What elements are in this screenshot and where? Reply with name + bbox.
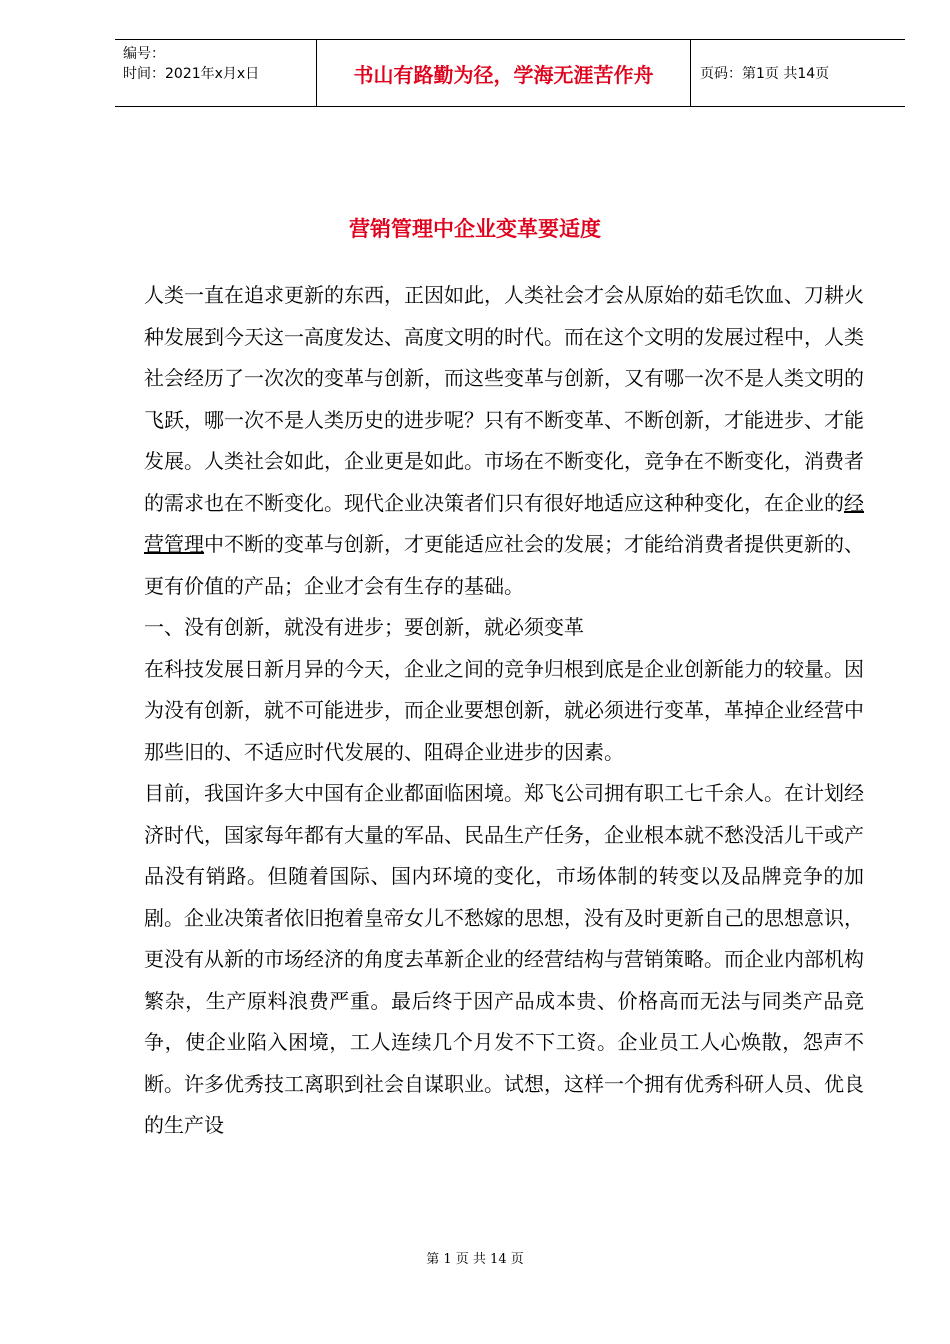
header-meta-cell [115, 40, 317, 106]
paragraph-intro [144, 275, 864, 607]
number-label: 编号： [123, 46, 165, 62]
paragraph-intro-part1: 人类一直在追求更新的东西，正因如此，人类社会才会从原始的茹毛饮血、刀耕火种发展到今天这一高度发达、高度文明的时代。而在这个文明的发展过程中，人类社会经历了一次次的变革与创新，而这些变革与创新，又有哪一次不是人类文明的飞跃，哪一次不是人类历史的进步呢？只有不断变革、不断创新，才能进步、才能发展。人类社会如此，企业更是如此。市场在不断变化，竞争在不断变化，消费者的需求也在不断变化。现代企业决策者们只有很好地适应这种种变化，在企业的 [144, 283, 864, 515]
document-header [115, 39, 905, 107]
section-heading-1: 一、没有创新，就没有进步；要创新，就必须变革 [144, 615, 584, 639]
paragraph-intro-part2: 中不断的变革与创新，才更能适应社会的发展；才能给消费者提供更新的、更有价值的产品；企业才会有生存的基础。 [144, 532, 864, 598]
business-management-link[interactable]: 经营管理 [144, 490, 864, 556]
page-footer: 第 1 页 共 14 页 [426, 1252, 524, 1267]
header-slogan: 书山有路勤为径，学海无涯苦作舟 [317, 40, 691, 106]
document-body [144, 275, 864, 1147]
time-label: 时间：2021年x月x日 [123, 66, 260, 82]
document-title: 营销管理中企业变革要适度 [349, 217, 601, 241]
header-page-info: 页码：第1页 共14页 [700, 66, 830, 82]
paragraph-innovation: 在科技发展日新月异的今天，企业之间的竞争归根到底是企业创新能力的较量。因为没有创新，就不可能进步，而企业要想创新，就必须进行变革，革掉企业经营中那些旧的、不适应时代发展的、阻碍企业进步的因素。 [144, 656, 864, 764]
paragraph-case-study: 目前，我国许多大中国有企业都面临困境。郑飞公司拥有职工七千余人。在计划经济时代，国家每年都有大量的军品、民品生产任务，企业根本就不愁没活儿干或产品没有销路。但随着国际、国内环境的变化，市场体制的转变以及品牌竞争的加剧。企业决策者依旧抱着皇帝女儿不愁嫁的思想，没有及时更新自己的思想意识，更没有从新的市场经济的角度去革新企业的经营结构与营销策略。而企业内部机构繁杂，生产原料浪费严重。最后终于因产品成本贵、价格高而无法与同类产品竞争，使企业陷入困境，工人连续几个月发不下工资。企业员工人心焕散，怨声不断。许多优秀技工离职到社会自谋职业。试想，这样一个拥有优秀科研人员、优良的生产设 [144, 781, 864, 1137]
